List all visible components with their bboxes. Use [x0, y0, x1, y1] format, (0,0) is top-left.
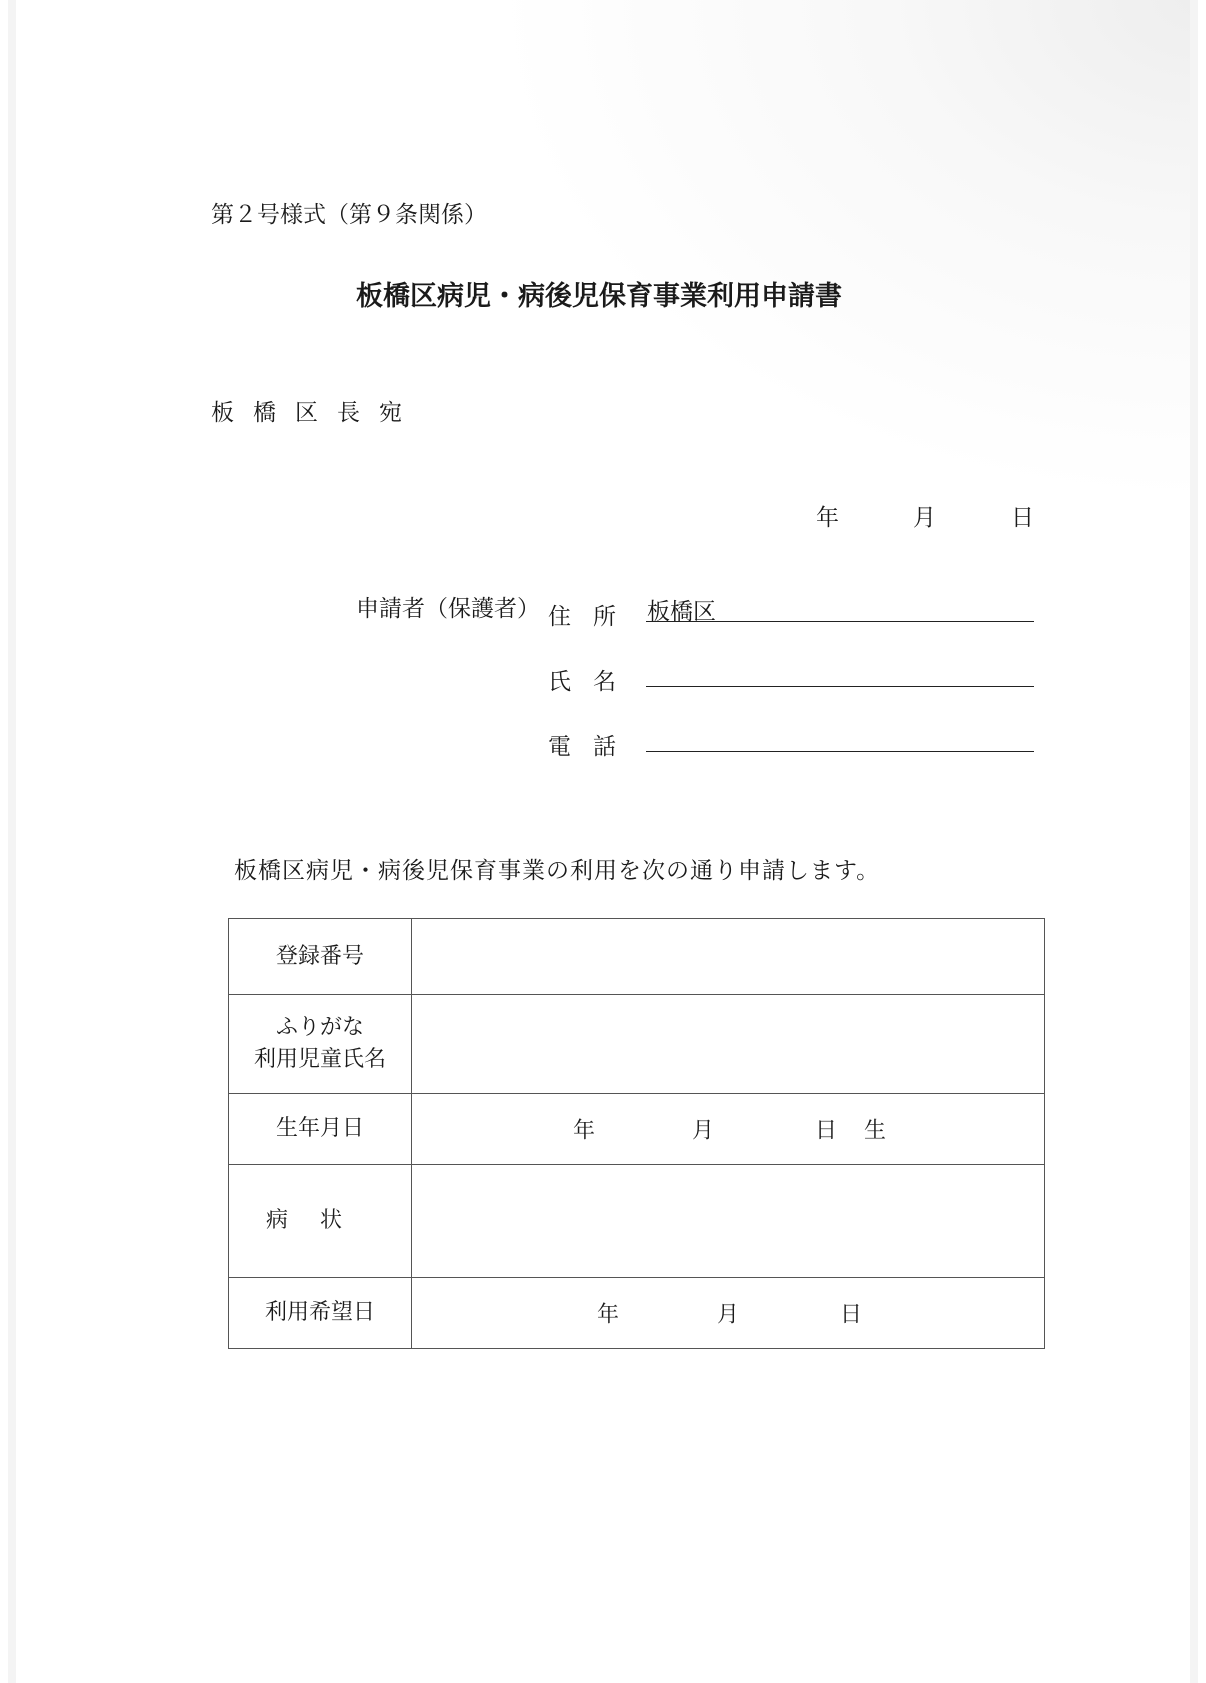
page-edge-left — [8, 0, 16, 1683]
child-name-label-cell — [229, 995, 412, 1094]
birthdate-label: 生年月日 — [229, 1094, 412, 1165]
form-number-label: 第２号様式（第９条関係） — [211, 202, 487, 228]
application-statement: 板橋区病児・病後児保育事業の利用を次の通り申請します。 — [234, 858, 881, 884]
table-row-birthdate — [229, 1094, 1045, 1165]
birth-day: 日 — [815, 1118, 838, 1144]
address-label: 住所 — [548, 604, 638, 630]
application-table — [228, 918, 1045, 1349]
address-field[interactable] — [646, 593, 1034, 625]
symptoms-cell[interactable] — [412, 1165, 1045, 1278]
birth-month: 月 — [692, 1118, 715, 1144]
address-value: 板橋区 — [647, 599, 716, 625]
page-edge-right — [1190, 0, 1198, 1683]
child-name-label: 利用児童氏名 — [253, 1047, 386, 1072]
addressee: 板橋区長宛 — [211, 400, 421, 426]
birth-suffix: 生 — [864, 1118, 887, 1144]
date-day: 日 — [1011, 505, 1034, 531]
desired-date-fields — [412, 1278, 1044, 1348]
table-row-child-name — [229, 995, 1045, 1094]
desired-year: 年 — [597, 1302, 620, 1328]
birthdate-fields — [412, 1094, 1044, 1164]
table-row-desired-date — [229, 1278, 1045, 1349]
symptoms-label: 病状 — [265, 1208, 374, 1234]
table-row-symptoms — [229, 1165, 1045, 1278]
symptoms-label-cell — [229, 1165, 412, 1278]
desired-day: 日 — [840, 1302, 863, 1328]
registration-number-cell[interactable] — [412, 919, 1045, 995]
name-label: 氏名 — [548, 669, 638, 695]
date-month: 月 — [913, 505, 936, 531]
phone-label: 電話 — [548, 734, 638, 760]
desired-date-label: 利用希望日 — [229, 1278, 412, 1349]
desired-date-cell[interactable] — [412, 1278, 1045, 1349]
desired-month: 月 — [717, 1302, 740, 1328]
registration-number-label: 登録番号 — [229, 919, 412, 995]
name-field[interactable] — [646, 658, 1034, 687]
document-page — [8, 0, 1198, 1683]
furigana-label: ふりがな — [275, 1015, 364, 1041]
phone-field[interactable] — [646, 723, 1034, 752]
document-title: 板橋区病児・病後児保育事業利用申請書 — [356, 281, 842, 312]
birthdate-cell[interactable] — [412, 1094, 1045, 1165]
applicant-label: 申請者（保護者） — [356, 596, 540, 622]
birth-year: 年 — [573, 1118, 596, 1144]
date-year: 年 — [816, 505, 839, 531]
table-row-registration — [229, 919, 1045, 995]
application-date — [816, 499, 1036, 529]
child-name-cell[interactable] — [412, 995, 1045, 1094]
